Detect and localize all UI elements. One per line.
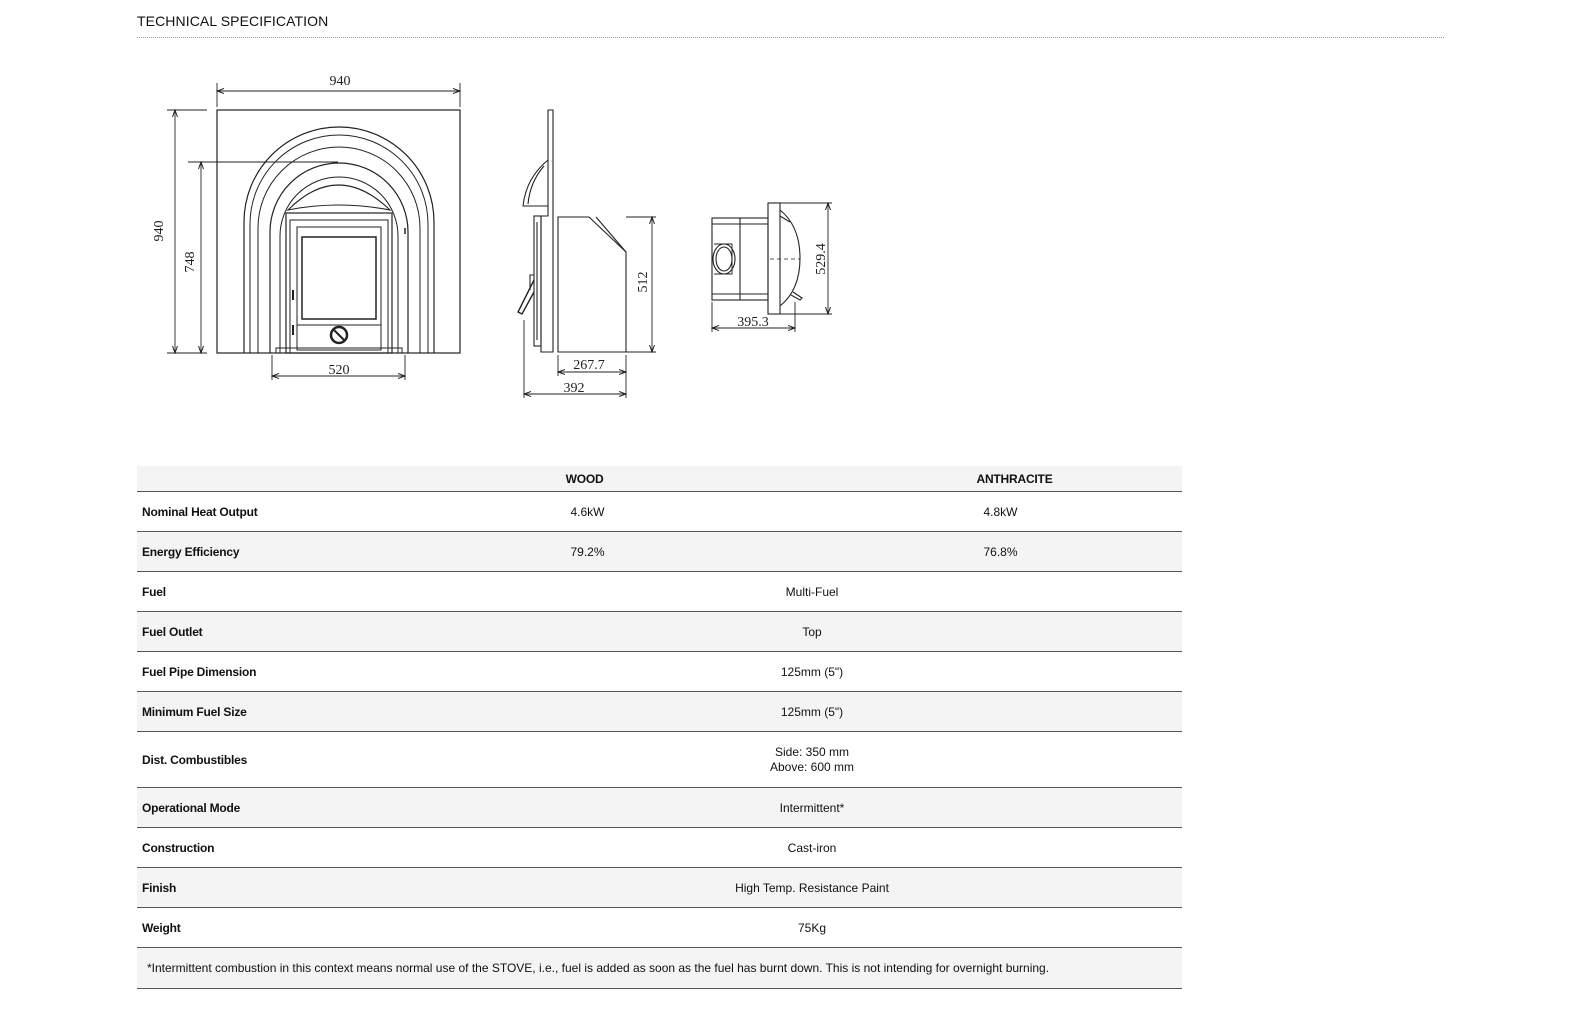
front-height-label: 940: [152, 220, 167, 242]
row-label: Construction: [137, 828, 442, 868]
row-value: 125mm (5"): [442, 652, 1182, 692]
table-row: [137, 652, 1182, 692]
footnote: *Intermittent combustion in this context means normal use of the STOVE, i.e., fuel is added as soon as the fuel has burnt down. This is not intending for overnight burning.: [137, 948, 1182, 989]
row-value: [442, 732, 1182, 788]
row-value-wood: 4.6kW: [442, 492, 727, 532]
table-header-row: [137, 466, 1182, 492]
header-blank: [137, 466, 442, 492]
side-height-label: 512: [636, 271, 651, 293]
front-base-width-label: 520: [328, 363, 350, 378]
table-row: [137, 572, 1182, 612]
row-value-line1: Side: 350 mm: [774, 744, 850, 759]
row-value: High Temp. Resistance Paint: [442, 868, 1182, 908]
table-row: [137, 828, 1182, 868]
top-depth-label: 529.4: [814, 243, 829, 275]
header-wood: WOOD: [442, 466, 727, 492]
row-value: Top: [442, 612, 1182, 652]
row-spacer: [727, 532, 847, 572]
specification-table: [137, 466, 1182, 989]
table-row: [137, 868, 1182, 908]
header-spacer: [727, 466, 847, 492]
front-view-drawing: [188, 110, 460, 353]
row-label: Fuel Outlet: [137, 612, 442, 652]
row-label: Minimum Fuel Size: [137, 692, 442, 732]
row-value-anthracite: 76.8%: [847, 532, 1182, 572]
table-row: [137, 532, 1182, 572]
row-label: Fuel: [137, 572, 442, 612]
table-footnote-row: [137, 948, 1182, 989]
table-row: [137, 908, 1182, 948]
table-row: [137, 732, 1182, 788]
row-value: Intermittent*: [442, 788, 1182, 828]
top-view-drawing: [712, 203, 802, 314]
row-value: Cast-iron: [442, 828, 1182, 868]
row-value: Multi-Fuel: [442, 572, 1182, 612]
table-row: [137, 788, 1182, 828]
table-row: [137, 612, 1182, 652]
row-label: Nominal Heat Output: [137, 492, 442, 532]
side-total-depth-label: 392: [563, 381, 585, 396]
page-title: TECHNICAL SPECIFICATION: [137, 13, 329, 29]
row-label: Fuel Pipe Dimension: [137, 652, 442, 692]
row-value-line2: Above: 600 mm: [769, 759, 855, 774]
front-inner-height-label: 748: [183, 251, 198, 273]
row-value: 125mm (5"): [442, 692, 1182, 732]
top-width-label: 395.3: [737, 315, 769, 330]
row-label: Energy Efficiency: [137, 532, 442, 572]
front-width-label: 940: [329, 74, 351, 89]
table-row: [137, 492, 1182, 532]
technical-drawings: [0, 0, 900, 420]
row-spacer: [727, 492, 847, 532]
row-label: Weight: [137, 908, 442, 948]
side-depth-label: 267.7: [573, 358, 605, 373]
table-row: [137, 692, 1182, 732]
side-view-drawing: [518, 110, 626, 352]
row-label: Operational Mode: [137, 788, 442, 828]
header-anthracite: ANTHRACITE: [847, 466, 1182, 492]
row-value-wood: 79.2%: [442, 532, 727, 572]
row-value: 75Kg: [442, 908, 1182, 948]
row-label: Dist. Combustibles: [137, 732, 442, 788]
row-label: Finish: [137, 868, 442, 908]
front-view-dimensions: [167, 83, 460, 380]
row-value-anthracite: 4.8kW: [847, 492, 1182, 532]
